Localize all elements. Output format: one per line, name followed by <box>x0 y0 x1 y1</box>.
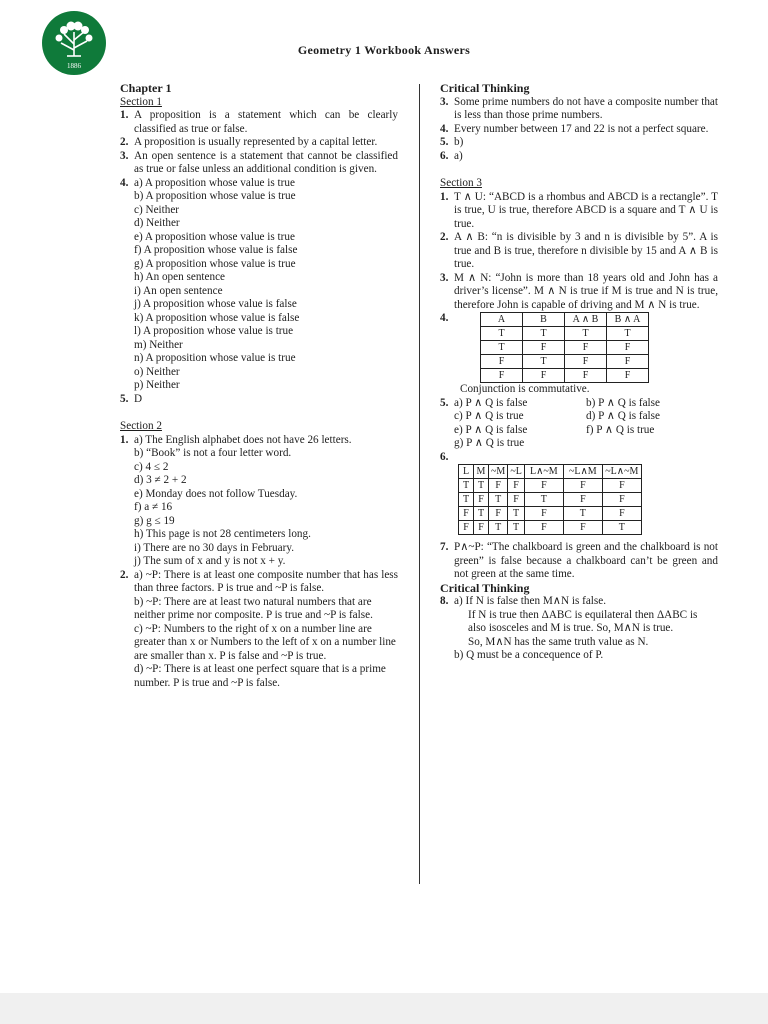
logo-year: 1886 <box>67 62 81 70</box>
list-item: d) 3 ≠ 2 + 2 <box>134 474 187 486</box>
list-item: 2. a) ~P: There is at least one composite number that has less than three factors. P is true and ~P is false. <box>120 568 398 594</box>
list-item: 1. T ∧ U: “ABCD is a rhombus and ABCD is a rectangle”. T is true, U is true, therefore ABCD is a square and T ∧ U is true. <box>440 190 718 230</box>
table-header: ~M <box>489 465 508 479</box>
table-cell: T <box>489 493 508 507</box>
list-item: 1. A proposition is a statement which can be clearly classified as true or false. <box>120 109 398 135</box>
table-header: L <box>459 465 474 479</box>
section2-heading: Section 2 <box>120 420 162 432</box>
table-cell: F <box>474 493 489 507</box>
table-cell: F <box>607 369 649 383</box>
list-item: 3. An open sentence is a statement that cannot be classified as true or false unless an additional condition is given. <box>120 149 398 175</box>
list-item: 5. a) P ∧ Q is false b) P ∧ Q is false <box>440 396 660 409</box>
list-item: c) 4 ≤ 2 <box>134 460 169 473</box>
list-item: 3. M ∧ N: “John is more than 18 years old and John has a driver’s license”. M ∧ N is true if M is true and N is true, therefore John is capable of driving and M ∧ N is true. <box>440 271 718 311</box>
table-cell: T <box>523 327 565 341</box>
page-title: Geometry 1 Workbook Answers <box>297 43 471 57</box>
list-item: 2. A ∧ B: “n is divisible by 3 and n is divisible by 5”. A is true and B is true, therefore n divisible by 15 and A ∧ B is true. <box>440 231 718 270</box>
page-bottom-margin <box>0 993 768 1024</box>
list-item: k) A proposition whose value is false <box>134 311 300 324</box>
table-header: A ∧ B <box>565 313 607 327</box>
list-item: b) A proposition whose value is true <box>134 190 296 202</box>
list-item: 8. a) If N is false then M∧N is false. <box>440 595 607 607</box>
section3-heading: Section 3 <box>440 177 482 189</box>
table-cell: F <box>481 355 523 369</box>
table-row <box>459 507 642 521</box>
table-cell: F <box>602 507 641 521</box>
list-item: 5. D <box>120 392 143 405</box>
list-item: d) ~P: There is at least one perfect square that is a prime number. P is true and ~P is false. <box>134 663 386 689</box>
chapter-heading: Chapter 1 <box>120 81 172 95</box>
table-header: A <box>481 313 523 327</box>
table-cell: F <box>524 521 563 535</box>
table-header-row <box>481 313 649 327</box>
list-item: h) An open sentence <box>134 271 226 283</box>
list-item: b) ~P: There are at least two natural numbers that are neither prime nor composite. P is true and ~P is false. <box>134 595 373 621</box>
table-cell: T <box>508 521 525 535</box>
truth-table-conjunction <box>480 312 649 383</box>
table-cell: T <box>602 521 641 535</box>
list-item: e) A proposition whose value is true <box>134 230 295 243</box>
table-cell: T <box>523 355 565 369</box>
list-item: m) Neither <box>134 338 183 351</box>
list-item: e) Monday does not follow Tuesday. <box>134 487 298 500</box>
table-header: M <box>474 465 489 479</box>
list-item: p) Neither <box>134 379 180 391</box>
table-cell: F <box>607 341 649 355</box>
list-item: h) This page is not 28 centimeters long. <box>134 528 311 540</box>
table-cell: F <box>523 341 565 355</box>
list-item: g) A proposition whose value is true <box>134 257 296 270</box>
table-row <box>481 327 649 341</box>
list-item: If N is true then ΔABC is equilateral then ΔABC is also isosceles and M is true. So, M∧N is true. <box>468 608 698 634</box>
critical-thinking-heading: Critical Thinking <box>440 81 530 95</box>
table-row <box>459 521 642 535</box>
list-item: c) Neither <box>134 203 180 216</box>
list-item: j) A proposition whose value is false <box>134 298 297 310</box>
table-cell: F <box>524 479 563 493</box>
list-item: d) Neither <box>134 217 180 229</box>
table-cell: T <box>481 327 523 341</box>
list-item: e) P ∧ Q is false f) P ∧ Q is true <box>454 423 655 436</box>
list-item: 3. Some prime numbers do not have a composite number that is less than those prime numbers. <box>440 95 718 121</box>
table-cell: F <box>602 479 641 493</box>
section1-heading: Section 1 <box>120 95 162 108</box>
table-header: ~L∧~M <box>602 465 641 479</box>
table-cell: F <box>563 493 602 507</box>
table-cell: T <box>524 493 563 507</box>
table-cell: T <box>459 479 474 493</box>
table-cell: T <box>565 327 607 341</box>
list-item: 4. a) A proposition whose value is true <box>120 176 295 189</box>
table-cell: F <box>508 493 525 507</box>
list-item: f) A proposition whose value is false <box>134 244 298 256</box>
list-item: n) A proposition whose value is true <box>134 352 296 364</box>
table-cell: F <box>563 479 602 493</box>
list-item: c) ~P: Numbers to the right of x on a number line are greater than x or Numbers to the left of x on a number line are smaller than x. P is false and ~P is true. <box>134 622 396 662</box>
truth-table-negation <box>458 464 642 535</box>
table-cell: F <box>474 521 489 535</box>
table-cell: T <box>508 507 525 521</box>
table-cell: F <box>565 341 607 355</box>
table-header-row <box>459 465 642 479</box>
list-item: g) g ≤ 19 <box>134 514 175 527</box>
list-item: j) The sum of x and y is not x + y. <box>134 555 286 567</box>
table-cell: T <box>481 341 523 355</box>
list-item: 2. A proposition is usually represented by a capital letter. <box>120 136 378 148</box>
table-cell: F <box>489 507 508 521</box>
table-cell: T <box>459 493 474 507</box>
table-cell: F <box>524 507 563 521</box>
right-column: Critical Thinking 3. Some prime numbers do not have a composite number that is less than those prime numbers. 4. Every number between 17 and 22 is not a perfect square. 5. b) 6. a) Section 3 1. T ∧ U: “ABCD is a rhombus and ABCD is a rectangle”. T is true, U is true, therefore ABCD is a square and T ∧ U is true. 2. A ∧ B: “n is divisible by 3 and n is divisible by 5”. A is true and B is true, therefore n divisible by 15 and A ∧ B is true. 3. M ∧ N: “John is more than 18 years old and John has a driver’s license”. M ∧ N is true if M is true and N is true, therefore John is capable of driving and M ∧ N is true. 4. A B A ∧ B B ∧ A T T T T T F F F F T F F F F F F Conjunction is commutative. 5. a) P ∧ Q is false b) P ∧ Q is false c) P ∧ Q is true d) P ∧ Q is false e) P ∧ Q is false f) P ∧ Q is true g) P ∧ Q is true 6. L M ~M ~L L∧~M ~L∧M ~L∧~M T T F F F F F T F T F T F F F T F T F T F F F T T F F T 7. P∧~P: “The chalkboard is green and the chalkboard is not green” is false because a chalkboard can’t be green and not green at the same time. Critical Thinking 8. a) If N is false then M∧N is false. If N is true then ΔABC is equilateral then ΔABC is also isosceles and M is true. So, M∧N is true. So, M∧N has the same truth value as N. b) Q must be a concequence of P. <box>440 81 718 661</box>
table-cell: F <box>481 369 523 383</box>
table-cell: T <box>563 507 602 521</box>
table-cell: T <box>489 521 508 535</box>
list-item: g) P ∧ Q is true <box>454 437 525 449</box>
list-item: b) “Book” is not a four letter word. <box>134 447 292 459</box>
table-cell: F <box>459 521 474 535</box>
table-header: B <box>523 313 565 327</box>
table-row <box>459 479 642 493</box>
table-header: L∧~M <box>524 465 563 479</box>
table-header: ~L <box>508 465 525 479</box>
table-caption: Conjunction is commutative. <box>460 383 590 395</box>
table-cell: F <box>565 355 607 369</box>
list-item: So, M∧N has the same truth value as N. <box>468 635 649 648</box>
table-cell: F <box>523 369 565 383</box>
list-item: f) a ≠ 16 <box>134 501 173 513</box>
table-cell: F <box>607 355 649 369</box>
list-item: b) Q must be a concequence of P. <box>454 649 604 661</box>
list-item: o) Neither <box>134 365 180 378</box>
table-row <box>459 493 642 507</box>
list-item: 7. P∧~P: “The chalkboard is green and the chalkboard is not green” is false because a chalkboard can’t be green and not green at the same time. <box>440 541 718 580</box>
list-item: l) A proposition whose value is true <box>134 325 294 337</box>
table-cell: F <box>508 479 525 493</box>
table-row <box>481 369 649 383</box>
table-cell: F <box>602 493 641 507</box>
table-cell: T <box>607 327 649 341</box>
critical-thinking-heading-2: Critical Thinking <box>440 580 530 595</box>
left-column <box>120 82 398 690</box>
table-cell: F <box>563 521 602 535</box>
list-item: i) There are no 30 days in February. <box>134 541 294 554</box>
table-cell: F <box>565 369 607 383</box>
list-item: 1. a) The English alphabet does not have 26 letters. <box>120 433 352 446</box>
table-row <box>481 341 649 355</box>
list-item: c) P ∧ Q is true d) P ∧ Q is false <box>454 410 660 422</box>
table-cell: F <box>459 507 474 521</box>
table-header: ~L∧M <box>563 465 602 479</box>
list-item: 5. b) <box>440 136 464 148</box>
table-cell: T <box>474 507 489 521</box>
table-header: B ∧ A <box>607 313 649 327</box>
list-item: 6. <box>440 450 449 463</box>
column-divider <box>419 84 420 884</box>
table-cell: F <box>489 479 508 493</box>
list-item: i) An open sentence <box>134 284 223 297</box>
list-item: 4. Every number between 17 and 22 is not a perfect square. <box>440 122 709 135</box>
table-row <box>481 355 649 369</box>
list-item: 6. a) <box>440 149 463 162</box>
table-cell: T <box>474 479 489 493</box>
